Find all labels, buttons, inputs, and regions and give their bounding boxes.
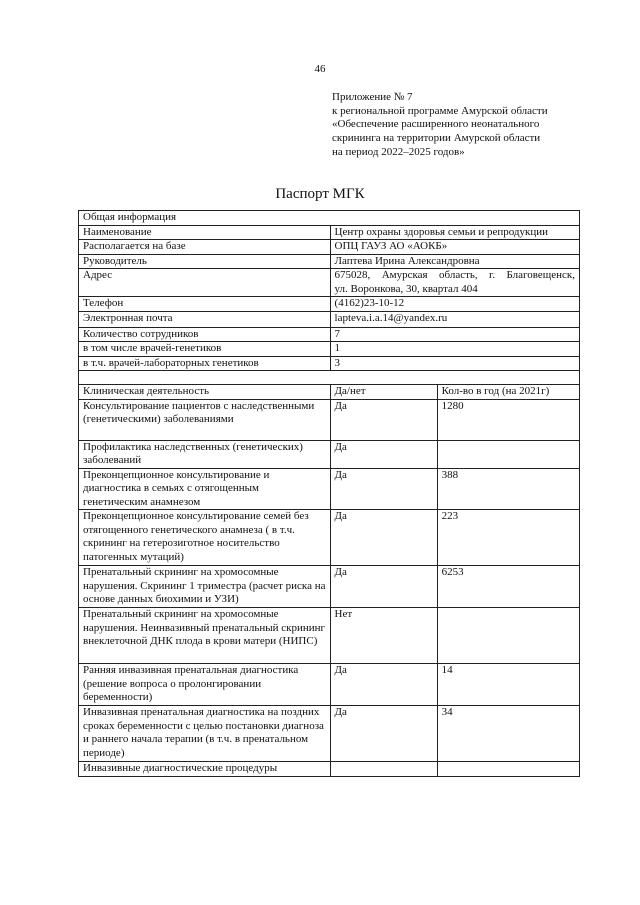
row-label: Наименование bbox=[79, 225, 331, 240]
row-value: 7 bbox=[330, 327, 579, 342]
activity-cell: Инвазивные диагностические процедуры bbox=[79, 762, 331, 777]
general-header-row bbox=[79, 211, 580, 226]
count-cell: 6253 bbox=[437, 566, 579, 608]
spacer-row bbox=[79, 371, 580, 385]
empty-cell bbox=[79, 371, 580, 385]
table-row bbox=[79, 566, 580, 608]
activity-cell: Преконцепционное консультирование семей без отягощенного генетического анамнеза ( в т.ч. скрининг на гетерозиготное носительство патогенных мутаций) bbox=[79, 510, 331, 566]
email-value: lapteva.i.a.14@yandex.ru bbox=[330, 311, 579, 327]
table-row bbox=[79, 254, 580, 269]
activity-cell: Преконцепционное консультирование и диагностика в семьях с отягощенным генетическим анамнезом bbox=[79, 468, 331, 510]
appendix-line: скрининга на территории Амурской области bbox=[332, 132, 541, 145]
row-label: в т.ч. врачей-лабораторных генетиков bbox=[79, 356, 331, 371]
column-header: Клиническая деятельность bbox=[79, 385, 331, 400]
table-row bbox=[79, 510, 580, 566]
yesno-cell: Да bbox=[330, 566, 437, 608]
activity-cell: Пренатальный скрининг на хромосомные нарушения. Скрининг 1 триместра (расчет риска на основе данных биохимии и УЗИ) bbox=[79, 566, 331, 608]
yesno-cell: Да bbox=[330, 468, 437, 510]
yesno-cell: Да bbox=[330, 706, 437, 762]
yesno-cell bbox=[330, 762, 437, 777]
general-header: Общая информация bbox=[79, 211, 580, 226]
table-row bbox=[79, 608, 580, 664]
activity-cell: Инвазивная пренатальная диагностика на поздних сроках беременности с целью постановки диагноза и раннего начала терапии (в т.ч. в пренатальном периоде) bbox=[79, 706, 331, 762]
row-value: Лаптева Ирина Александровна bbox=[330, 254, 579, 269]
table-row bbox=[79, 468, 580, 510]
table-row bbox=[79, 311, 580, 327]
count-cell bbox=[437, 762, 579, 777]
row-label: Адрес bbox=[79, 269, 331, 297]
appendix-line: на период 2022–2025 годов» bbox=[332, 145, 465, 158]
table-row bbox=[79, 342, 580, 357]
page-number: 46 bbox=[314, 63, 326, 75]
activity-cell: Пренатальный скрининг на хромосомные нарушения. Неинвазивный пренатальный скрининг внеклеточной ДНК плода в крови матери (НИПС) bbox=[79, 608, 331, 664]
row-value: 1 bbox=[330, 342, 579, 357]
appendix-note bbox=[332, 91, 548, 160]
table-row bbox=[79, 706, 580, 762]
address-value bbox=[330, 269, 579, 297]
count-cell bbox=[437, 440, 579, 468]
activity-cell: Консультирование пациентов с наследственными (генетическими) заболеваниями bbox=[79, 399, 331, 440]
row-label: Телефон bbox=[79, 297, 331, 312]
yesno-cell: Да bbox=[330, 510, 437, 566]
table-row bbox=[79, 225, 580, 240]
table-row bbox=[79, 356, 580, 371]
document-title: Паспорт МГК bbox=[275, 186, 365, 202]
row-label: Располагается на базе bbox=[79, 240, 331, 255]
yesno-cell: Да bbox=[330, 399, 437, 440]
address-line: ул. Воронкова, 30, квартал 404 bbox=[334, 282, 478, 295]
count-cell: 388 bbox=[437, 468, 579, 510]
row-value: Центр охраны здоровья семьи и репродукции bbox=[330, 225, 579, 240]
row-label: Руководитель bbox=[79, 254, 331, 269]
activity-cell: Ранняя инвазивная пренатальная диагностика (решение вопроса о пролонгировании беременности) bbox=[79, 664, 331, 706]
row-value: ОПЦ ГАУЗ АО «АОКБ» bbox=[330, 240, 579, 255]
count-cell: 14 bbox=[437, 664, 579, 706]
yesno-cell: Да bbox=[330, 440, 437, 468]
row-label: Электронная почта bbox=[79, 311, 331, 327]
appendix-line: Приложение № 7 bbox=[332, 91, 413, 103]
count-cell: 34 bbox=[437, 706, 579, 762]
table-row bbox=[79, 327, 580, 342]
row-label: в том числе врачей-генетиков bbox=[79, 342, 331, 357]
row-value: (4162)23-10-12 bbox=[330, 297, 579, 312]
yesno-cell: Нет bbox=[330, 608, 437, 664]
table-row bbox=[79, 240, 580, 255]
table-row bbox=[79, 297, 580, 312]
count-cell: 1280 bbox=[437, 399, 579, 440]
table-row bbox=[79, 440, 580, 468]
row-value: 3 bbox=[330, 356, 579, 371]
appendix-line: «Обеспечение расширенного неонатального bbox=[332, 118, 540, 131]
address-line: 675028, Амурская область, г. Благовещенск, bbox=[334, 269, 575, 281]
count-cell bbox=[437, 608, 579, 664]
table-row bbox=[79, 399, 580, 440]
appendix-line: к региональной программе Амурской области bbox=[332, 104, 548, 117]
table-row bbox=[79, 664, 580, 706]
passport-table bbox=[78, 210, 580, 777]
column-header: Кол-во в год (на 2021г) bbox=[437, 385, 579, 400]
count-cell: 223 bbox=[437, 510, 579, 566]
activity-cell: Профилактика наследственных (генетических) заболеваний bbox=[79, 440, 331, 468]
row-label: Количество сотрудников bbox=[79, 327, 331, 342]
table-row bbox=[79, 762, 580, 777]
clinical-header-row bbox=[79, 385, 580, 400]
column-header: Да/нет bbox=[330, 385, 437, 400]
table-row bbox=[79, 269, 580, 297]
yesno-cell: Да bbox=[330, 664, 437, 706]
